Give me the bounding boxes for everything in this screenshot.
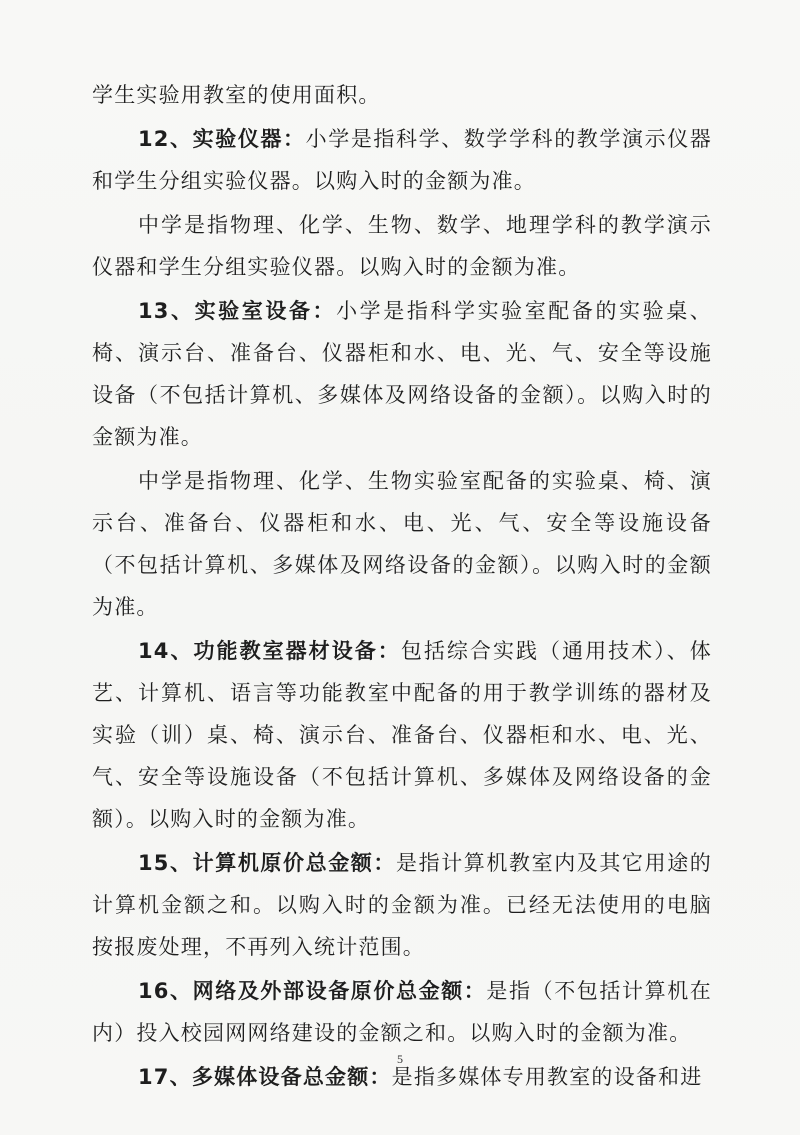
page-number: 5: [397, 1052, 403, 1066]
paragraph-term: 12、实验仪器：: [138, 127, 306, 151]
paragraph-3: [92, 204, 712, 288]
paragraph-term: 17、多媒体设备总金额：: [138, 1065, 392, 1089]
paragraph-text: 包括综合实践（通用技术）、体艺、计算机、语言等功能教室中配备的用于教学训练的器材及实验（训）桌、椅、演示台、准备台、仪器柜和水、电、光、气、安全等设施设备（不包括计算机、多媒体及网络设备的金额）。以购入时的金额为准。: [92, 639, 712, 831]
paragraph-term: 13、实验室设备：: [138, 299, 337, 323]
paragraph-text: 是指（不包括计算机在内）投入校园网网络建设的金额之和。以购入时的金额为准。: [92, 979, 712, 1045]
paragraph-1: [92, 74, 712, 116]
paragraph-2: [92, 118, 712, 202]
paragraph-text: 是指多媒体专用教室的设备和进: [391, 1065, 703, 1089]
paragraph-text: 中学是指物理、化学、生物实验室配备的实验桌、椅、演示台、准备台、仪器柜和水、电、光、气、安全等设施设备（不包括计算机、多媒体及网络设备的金额）。以购入时的金额为准。: [92, 469, 712, 619]
paragraph-term: 16、网络及外部设备原价总金额：: [138, 979, 487, 1003]
document-body: [92, 74, 712, 1100]
paragraph-term: 14、功能教室器材设备：: [138, 639, 401, 663]
paragraph-7: [92, 842, 712, 968]
paragraph-text: 中学是指物理、化学、生物、数学、地理学科的教学演示仪器和学生分组实验仪器。以购入时的金额为准。: [92, 213, 712, 279]
paragraph-8: [92, 970, 712, 1054]
paragraph-4: [92, 290, 712, 458]
paragraph-term: 15、计算机原价总金额：: [138, 851, 397, 875]
paragraph-text: 小学是指科学、数学学科的教学演示仪器和学生分组实验仪器。以购入时的金额为准。: [92, 127, 712, 193]
paragraph-5: [92, 460, 712, 628]
paragraph-6: [92, 630, 712, 840]
paragraph-text: 学生实验用教室的使用面积。: [92, 83, 381, 107]
paragraph-text: 是指计算机教室内及其它用途的计算机金额之和。以购入时的金额为准。已经无法使用的电脑按报废处理，不再列入统计范围。: [92, 851, 712, 959]
paragraph-text: 小学是指科学实验室配备的实验桌、椅、演示台、准备台、仪器柜和水、电、光、气、安全等设施设备（不包括计算机、多媒体及网络设备的金额）。以购入时的金额为准。: [92, 299, 712, 449]
